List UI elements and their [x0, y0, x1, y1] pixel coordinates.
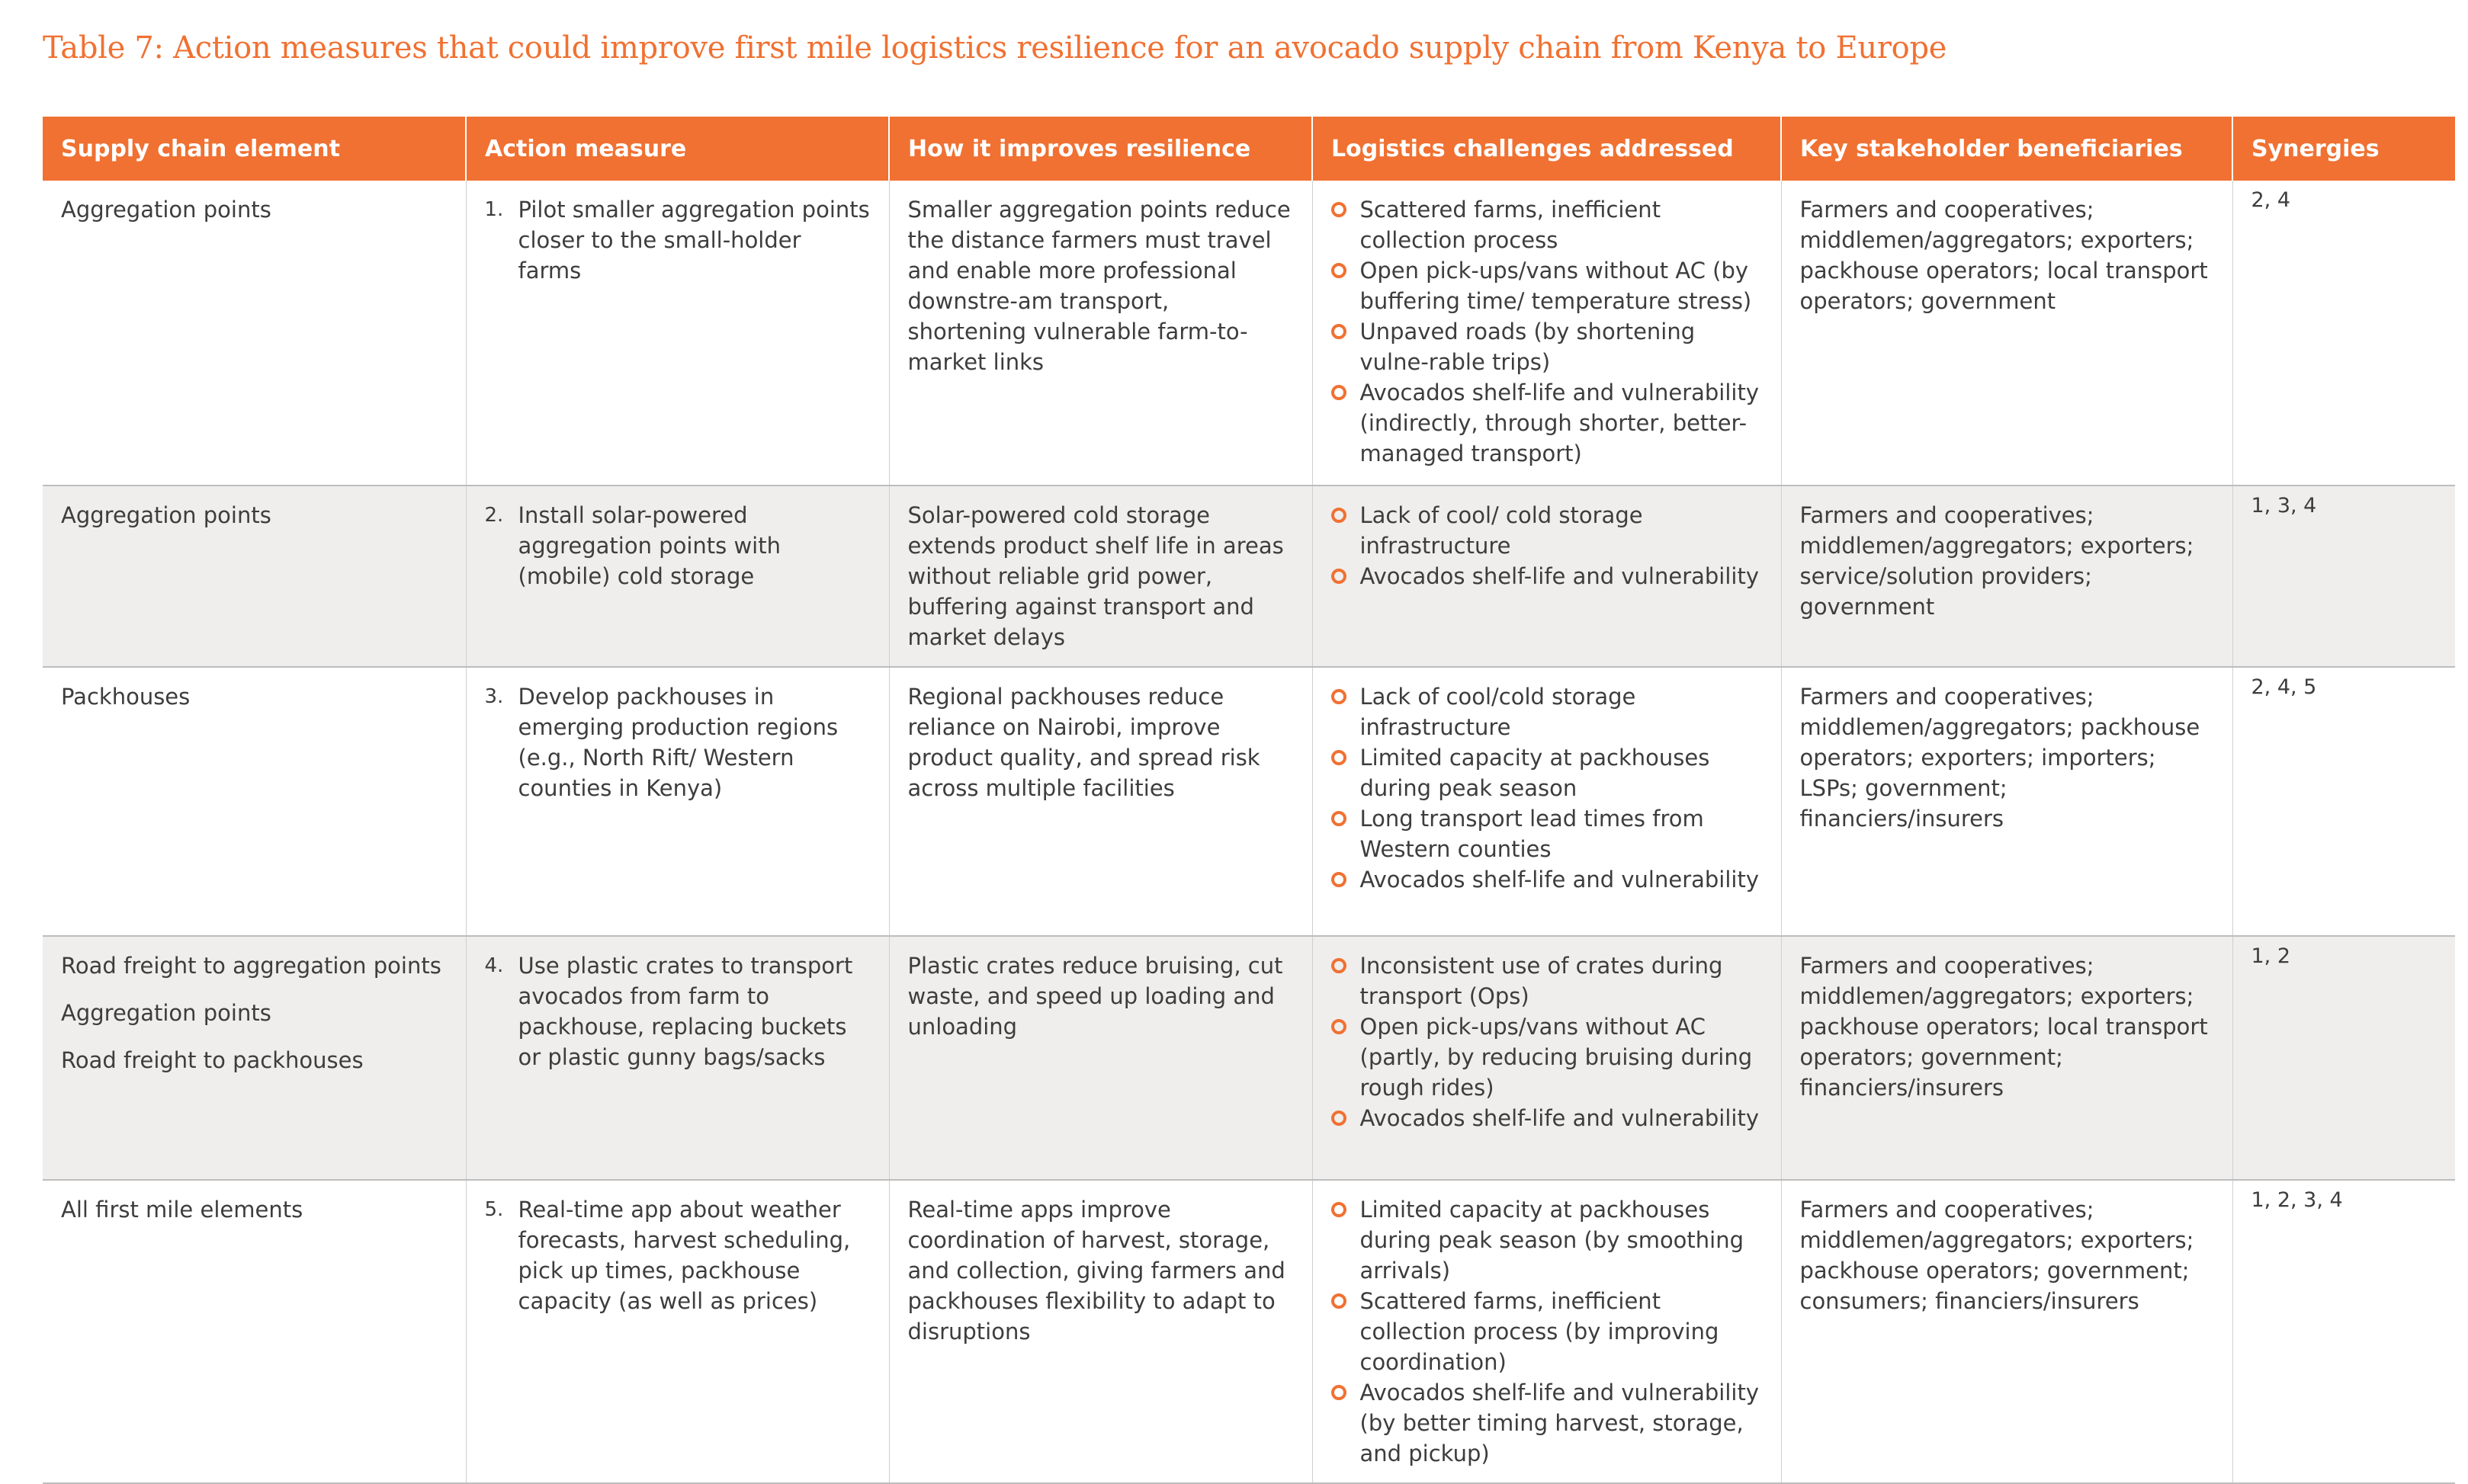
cell-action-measure: [466, 181, 889, 486]
header-how-improves-resilience: How it improves resilience: [889, 117, 1312, 181]
table-row: [43, 1180, 2455, 1483]
challenge-item: Scattered farms, inefficient collection process: [1331, 194, 1763, 255]
circle-bullet-icon: [1331, 872, 1346, 887]
cell-challenges: [1312, 181, 1781, 486]
cell-element: All first mile elements: [43, 1180, 466, 1483]
element-item: Road freight to aggregation points: [61, 953, 441, 979]
circle-bullet-icon: [1331, 1202, 1346, 1217]
header-synergies: Synergies: [2232, 117, 2455, 181]
measure-number: 5.: [484, 1198, 504, 1221]
challenge-item: Inconsistent use of crates during transport (Ops): [1331, 950, 1763, 1011]
circle-bullet-icon: [1331, 263, 1346, 278]
circle-bullet-icon: [1331, 385, 1346, 400]
challenge-item: Scattered farms, inefficient collection process (by improving coordination): [1331, 1286, 1763, 1377]
cell-synergies: 1, 2, 3, 4: [2232, 1180, 2455, 1483]
circle-bullet-icon: [1331, 508, 1346, 523]
cell-stakeholders: Farmers and cooperatives; middlemen/aggregators; exporters; packhouse operators; local transport operators; government: [1781, 181, 2232, 486]
challenge-item: Limited capacity at packhouses during peak season (by smoothing arrivals): [1331, 1194, 1763, 1286]
circle-bullet-icon: [1331, 811, 1346, 826]
header-logistics-challenges: Logistics challenges addressed: [1312, 117, 1781, 181]
cell-resilience: Smaller aggregation points reduce the distance farmers must travel and enable more professional downstre-am transport, shortening vulnerable farm-to-market links: [889, 181, 1312, 486]
element-item: Aggregation points: [61, 1000, 271, 1026]
table-row: [43, 667, 2455, 936]
table-row: [43, 486, 2455, 667]
cell-resilience: Regional packhouses reduce reliance on Nairobi, improve product quality, and spread risk across multiple facilities: [889, 667, 1312, 936]
challenge-item: Avocados shelf-life and vulnerability: [1331, 561, 1763, 591]
table-row: [43, 936, 2455, 1180]
circle-bullet-icon: [1331, 689, 1346, 704]
cell-element: Packhouses: [43, 667, 466, 936]
measure-number: 2.: [484, 504, 504, 527]
challenge-item: Avocados shelf-life and vulnerability (by better timing harvest, storage, and pickup): [1331, 1377, 1763, 1469]
challenge-item: Open pick-ups/vans without AC (partly, by reducing bruising during rough rides): [1331, 1011, 1763, 1103]
challenge-item: Open pick-ups/vans without AC (by buffering time/ temperature stress): [1331, 255, 1763, 316]
cell-resilience: Plastic crates reduce bruising, cut waste, and speed up loading and unloading: [889, 936, 1312, 1180]
table-row: [43, 181, 2455, 486]
measure-text: Install solar-powered aggregation points with (mobile) cold storage: [518, 502, 781, 589]
measure-number: 1.: [484, 198, 504, 221]
cell-stakeholders: Farmers and cooperatives; middlemen/aggregators; exporters; packhouse operators; government; consumers; financiers/insurers: [1781, 1180, 2232, 1483]
cell-challenges: [1312, 667, 1781, 936]
cell-synergies: 2, 4: [2232, 181, 2455, 486]
challenge-item: Avocados shelf-life and vulnerability: [1331, 1103, 1763, 1133]
measure-text: Develop packhouses in emerging production regions (e.g., North Rift/ Western counties in Kenya): [518, 684, 839, 801]
measure-text: Real-time app about weather forecasts, harvest scheduling, pick up times, packhouse capacity (as well as prices): [518, 1197, 851, 1314]
circle-bullet-icon: [1331, 1019, 1346, 1034]
resilience-table: [43, 117, 2455, 1484]
measure-text: Use plastic crates to transport avocados from farm to packhouse, replacing buckets or plastic gunny bags/sacks: [518, 953, 853, 1070]
cell-action-measure: [466, 936, 889, 1180]
cell-challenges: [1312, 486, 1781, 667]
cell-resilience: Solar-powered cold storage extends product shelf life in areas without reliable grid power, buffering against transport and market delays: [889, 486, 1312, 667]
cell-element: Aggregation points: [43, 486, 466, 667]
challenge-item: Lack of cool/cold storage infrastructure: [1331, 681, 1763, 742]
circle-bullet-icon: [1331, 750, 1346, 765]
measure-text: Pilot smaller aggregation points closer to the small-holder farms: [518, 197, 870, 284]
header-action-measure: Action measure: [466, 117, 889, 181]
circle-bullet-icon: [1331, 569, 1346, 584]
circle-bullet-icon: [1331, 1385, 1346, 1400]
circle-bullet-icon: [1331, 324, 1346, 339]
circle-bullet-icon: [1331, 1293, 1346, 1309]
measure-number: 4.: [484, 954, 504, 977]
table-title: Table 7: Action measures that could improve first mile logistics resilience for an avocado supply chain from Kenya to Europe: [43, 30, 1947, 66]
challenge-item: Unpaved roads (by shortening vulne-rable trips): [1331, 316, 1763, 377]
challenge-item: Lack of cool/ cold storage infrastructure: [1331, 500, 1763, 561]
header-row: [43, 117, 2455, 181]
challenge-item: Limited capacity at packhouses during peak season: [1331, 742, 1763, 803]
measure-number: 3.: [484, 685, 504, 708]
cell-synergies: 1, 2: [2232, 936, 2455, 1180]
cell-action-measure: [466, 667, 889, 936]
header-supply-chain-element: Supply chain element: [43, 117, 466, 181]
cell-element: Aggregation points: [43, 181, 466, 486]
element-item: Road freight to packhouses: [61, 1047, 364, 1073]
challenge-item: Avocados shelf-life and vulnerability: [1331, 864, 1763, 895]
cell-action-measure: [466, 1180, 889, 1483]
cell-stakeholders: Farmers and cooperatives; middlemen/aggregators; exporters; service/solution providers; government: [1781, 486, 2232, 667]
challenge-item: Avocados shelf-life and vulnerability (indirectly, through shorter, better-managed transport): [1331, 377, 1763, 469]
circle-bullet-icon: [1331, 202, 1346, 217]
cell-synergies: 2, 4, 5: [2232, 667, 2455, 936]
cell-stakeholders: Farmers and cooperatives; middlemen/aggregators; exporters; packhouse operators; local transport operators; government; financiers/insurers: [1781, 936, 2232, 1180]
cell-resilience: Real-time apps improve coordination of harvest, storage, and collection, giving farmers and packhouses flexibility to adapt to disruptions: [889, 1180, 1312, 1483]
cell-action-measure: [466, 486, 889, 667]
circle-bullet-icon: [1331, 1111, 1346, 1126]
challenge-item: Long transport lead times from Western counties: [1331, 803, 1763, 864]
header-stakeholder-beneficiaries: Key stakeholder beneficiaries: [1781, 117, 2232, 181]
cell-stakeholders: Farmers and cooperatives; middlemen/aggregators; packhouse operators; exporters; importers; LSPs; government; financiers/insurers: [1781, 667, 2232, 936]
cell-challenges: [1312, 936, 1781, 1180]
cell-element: [43, 936, 466, 1180]
cell-challenges: [1312, 1180, 1781, 1483]
circle-bullet-icon: [1331, 958, 1346, 973]
cell-synergies: 1, 3, 4: [2232, 486, 2455, 667]
